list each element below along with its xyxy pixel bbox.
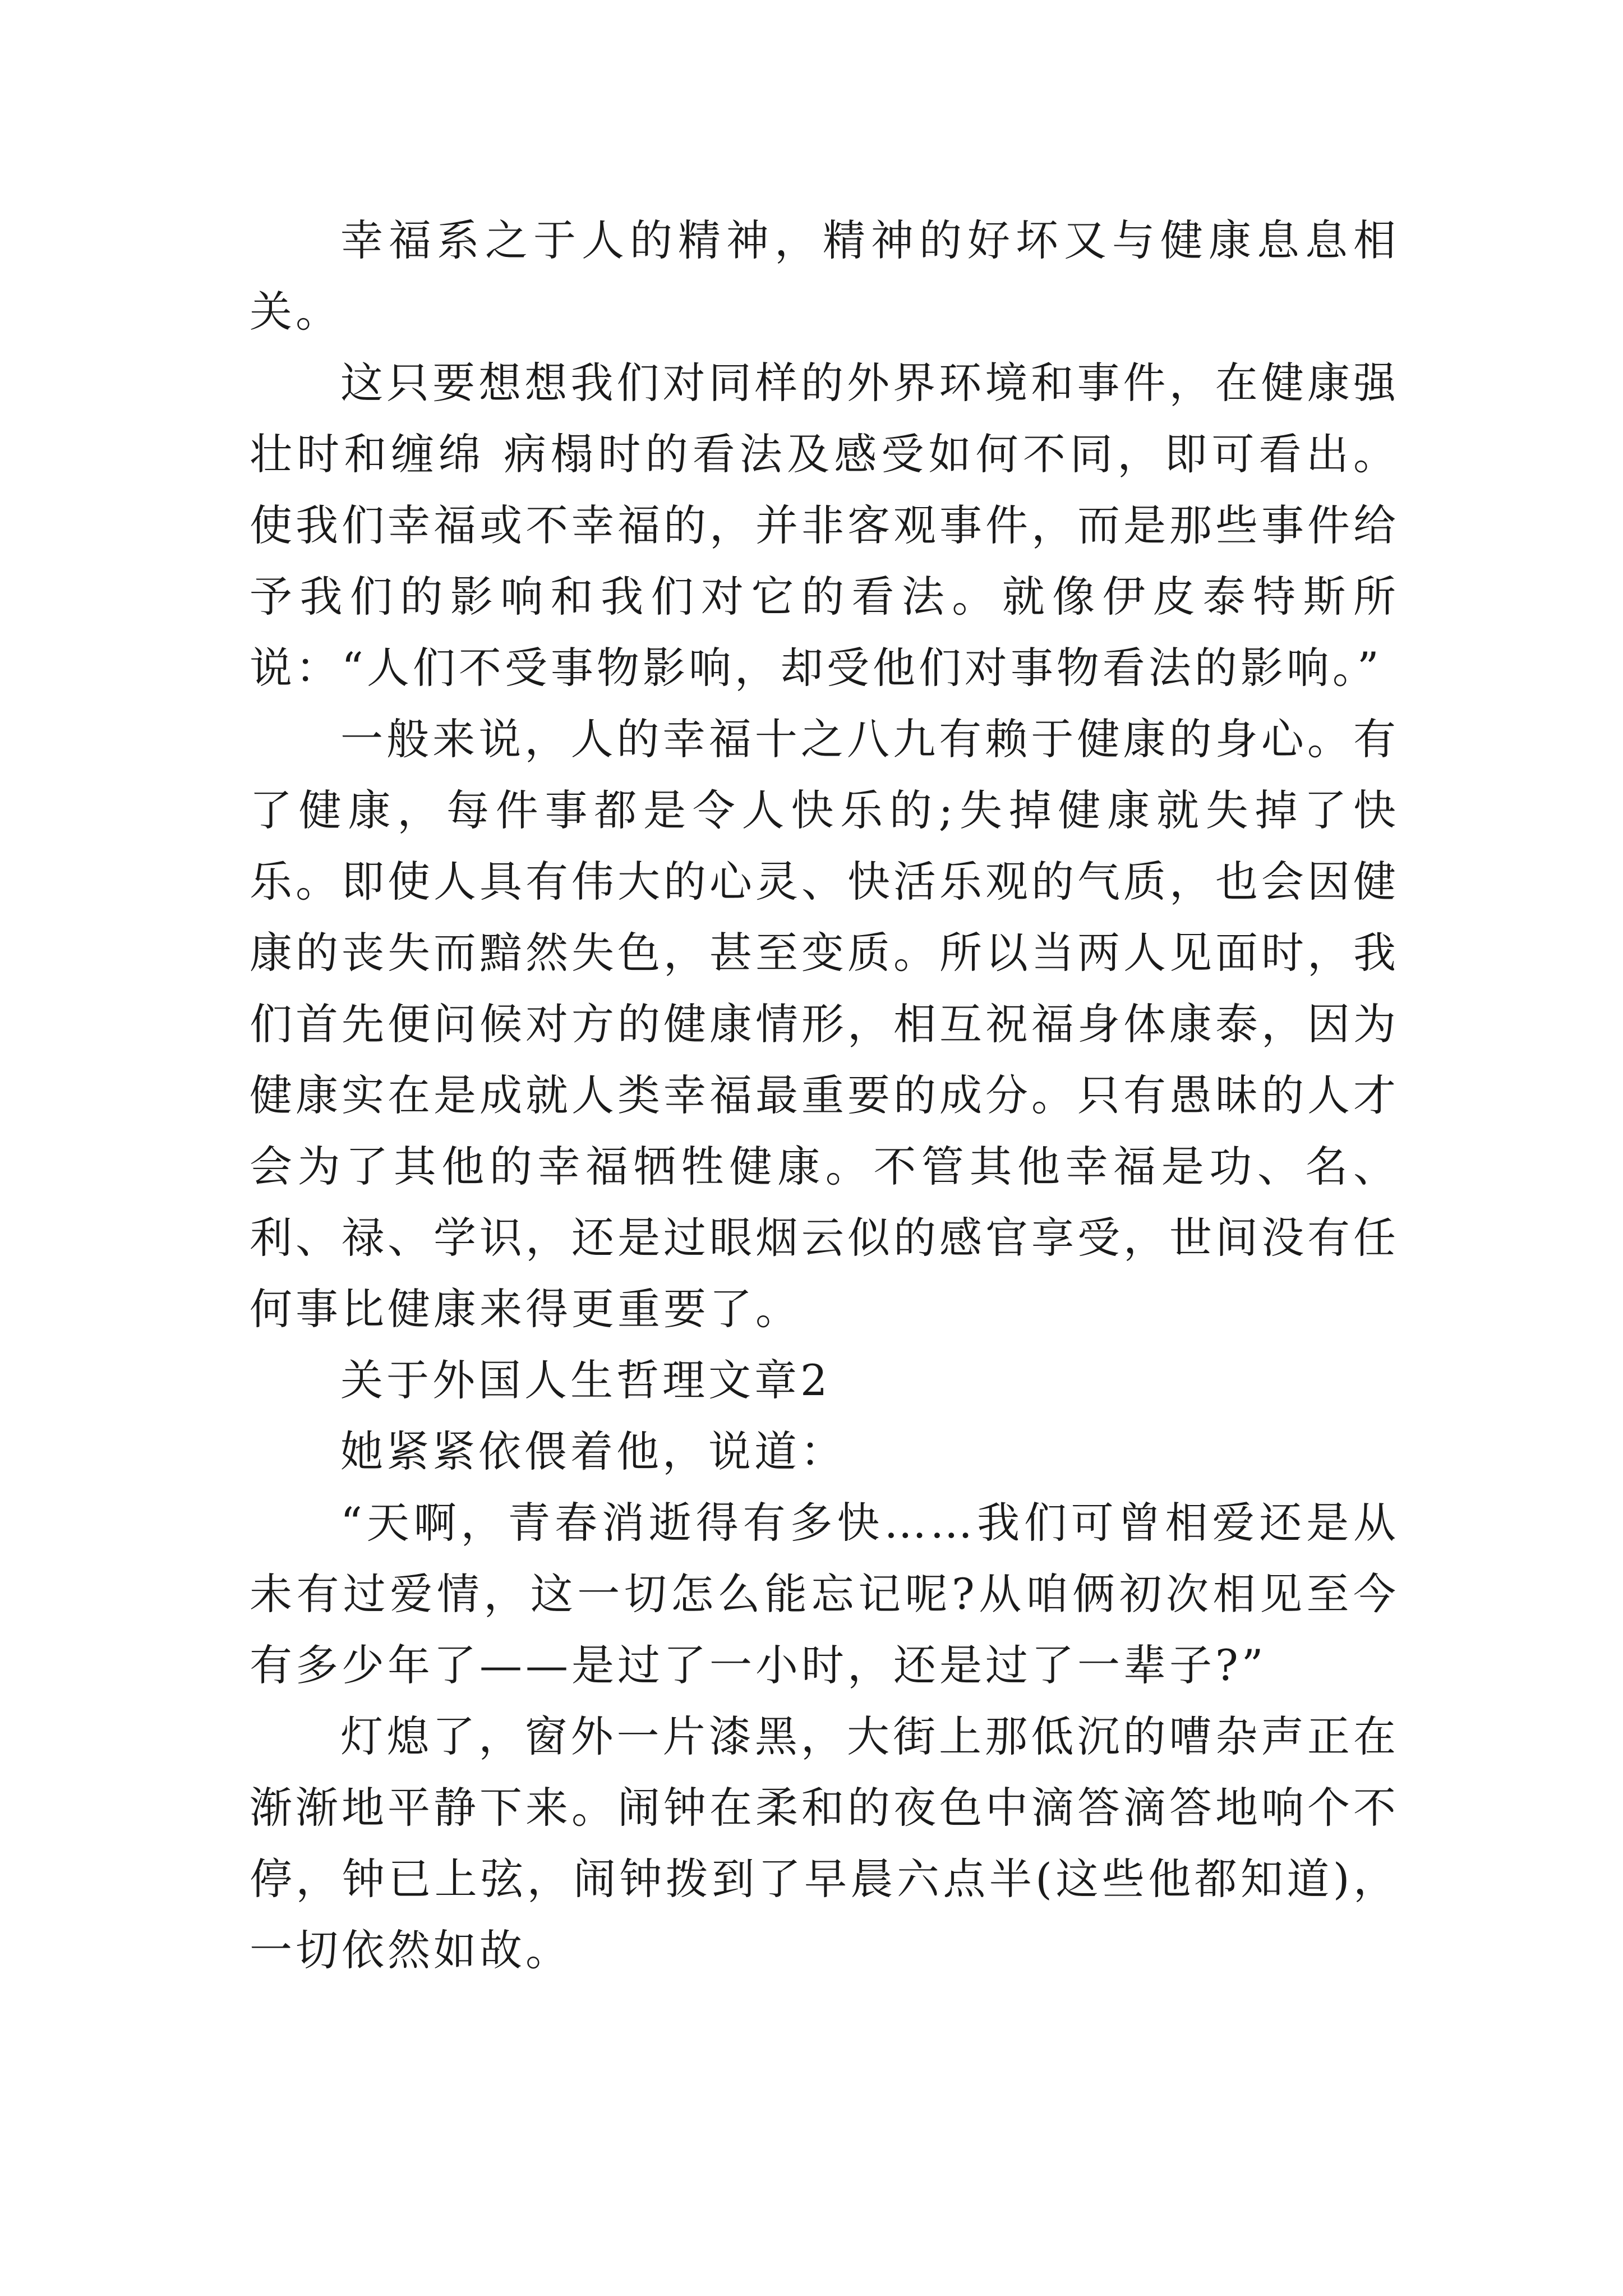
paragraph-4: 她紧紧依偎着他，说道：	[340, 1427, 846, 1476]
paragraph-6: 灯熄了，窗外一片漆黑，大街上那低沉的嘈杂声正在渐渐地平静下来。闹钟在柔和的夜色中滴答滴答地响个不停，钟已上弦，闹钟拨到了早晨六点半(这些他都知道)，一切依然如故。	[250, 1711, 1399, 1975]
paragraph-5: “天啊，青春消逝得有多快……我们可曾相爱还是从未有过爱情，这一切怎么能忘记呢?从咱俩初次相见至今有多少年了——是过了一小时，还是过了一辈子?”	[250, 1498, 1399, 1690]
paragraph-3: 一般来说，人的幸福十之八九有赖于健康的身心。有了健康，每件事都是令人快乐的;失掉健康就失掉了快乐。即使人具有伟大的心灵、快活乐观的气质，也会因健康的丧失而黯然失色，甚至变质。所以当两人见面时，我们首先便问候对方的健康情形，相互祝福身体康泰，因为健康实在是成就人类幸福最重要的成分。只有愚昧的人才会为了其他的幸福牺牲健康。不管其他幸福是功、名、利、禄、学识，还是过眼烟云似的感官享受，世间没有任何事比健康来得更重要了。	[250, 714, 1399, 1334]
section-heading: 关于外国人生哲理文章2	[340, 1355, 831, 1405]
document-body	[250, 205, 1399, 1986]
paragraph-1: 幸福系之于人的精神，精神的好坏又与健康息息相关。	[250, 215, 1399, 337]
paragraph-2: 这只要想想我们对同样的外界环境和事件，在健康强壮时和缠绵 病榻时的看法及感受如何不同，即可看出。使我们幸福或不幸福的，并非客观事件，而是那些事件给予我们的影响和我们对它的看法。就像伊皮泰特斯所说：“人们不受事物影响，却受他们对事物看法的影响。”	[250, 358, 1399, 693]
